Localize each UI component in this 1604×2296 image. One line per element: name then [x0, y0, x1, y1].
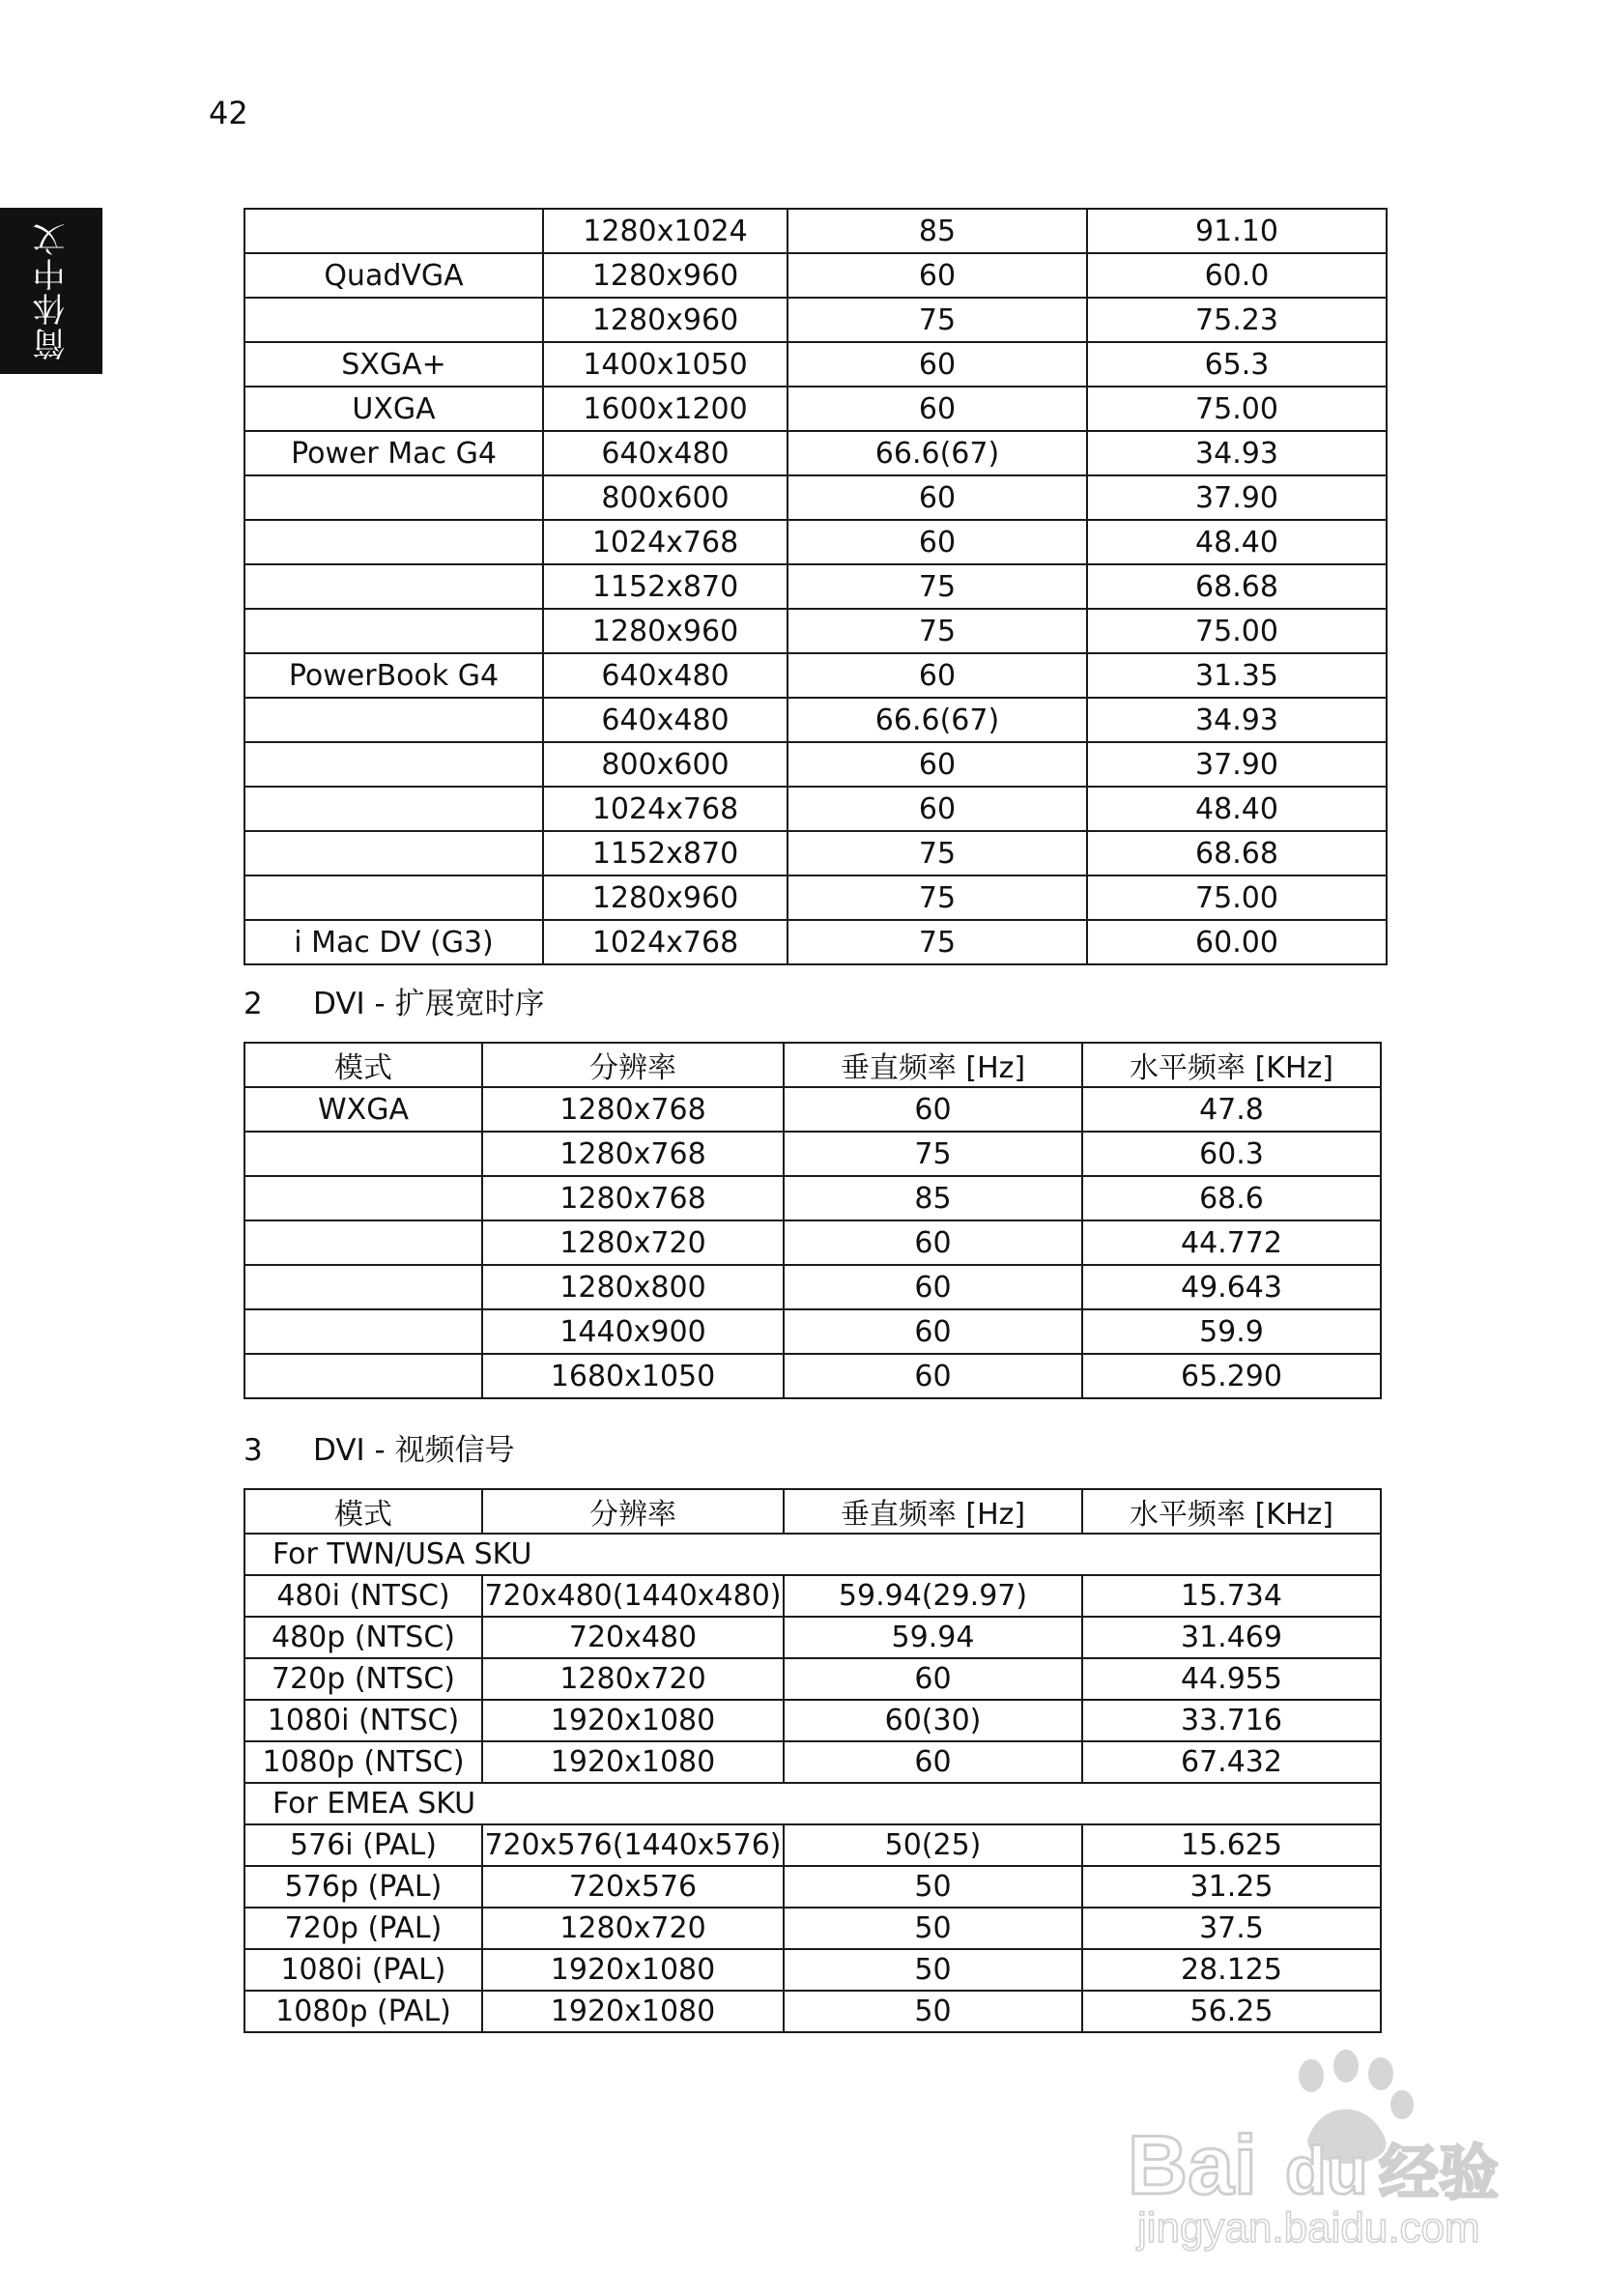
table-cell: [244, 742, 543, 787]
table-cell: 1080p (NTSC): [244, 1741, 482, 1783]
group-label: For EMEA SKU: [244, 1783, 1381, 1824]
table-cell: WXGA: [244, 1087, 482, 1132]
table-cell: [244, 209, 543, 253]
table-row: [244, 875, 1387, 920]
table-cell: 60.3: [1082, 1132, 1381, 1176]
table-cell: 720x480(1440x480): [482, 1575, 784, 1617]
table-row: [244, 1658, 1381, 1700]
table-cell: 60: [788, 520, 1087, 564]
table-cell: 31.25: [1082, 1866, 1381, 1908]
table-cell: 1280x720: [482, 1220, 784, 1265]
table-cell: 640x480: [543, 698, 788, 742]
table-row: [244, 1176, 1381, 1220]
brand-suffix: 经验: [1379, 2138, 1500, 2208]
header-cell: 水平频率 [KHz]: [1082, 1043, 1381, 1087]
table-row: [244, 475, 1387, 520]
timing-table-continued: [243, 208, 1388, 965]
table-cell: 37.5: [1082, 1908, 1381, 1949]
table-row: [244, 609, 1387, 653]
brand-text: Bai: [1128, 2119, 1257, 2212]
table-cell: 50: [784, 1949, 1082, 1991]
table-cell: Power Mac G4: [244, 431, 543, 475]
table-cell: [244, 475, 543, 520]
table-cell: [244, 698, 543, 742]
table-cell: 60: [788, 475, 1087, 520]
table-cell: 60: [784, 1309, 1082, 1354]
table-cell: 1920x1080: [482, 1700, 784, 1741]
table-cell: 1080p (PAL): [244, 1991, 482, 2032]
table-row: [244, 1949, 1381, 1991]
table-cell: 59.94(29.97): [784, 1575, 1082, 1617]
table-cell: SXGA+: [244, 342, 543, 387]
table-cell: 1280x960: [543, 609, 788, 653]
dvi-video-signal-table: [243, 1488, 1382, 2033]
language-side-tab: [0, 208, 102, 374]
side-tab-label: 简体中文: [32, 221, 72, 360]
table-cell: 60: [784, 1354, 1082, 1398]
header-cell: 分辨率: [482, 1489, 784, 1534]
table-row: [244, 1354, 1381, 1398]
table-cell: 75: [788, 831, 1087, 875]
table-cell: 28.125: [1082, 1949, 1381, 1991]
table-cell: 1080i (PAL): [244, 1949, 482, 1991]
table-cell: 60(30): [784, 1700, 1082, 1741]
table-cell: 1280x720: [482, 1908, 784, 1949]
table-row: [244, 520, 1387, 564]
table-cell: 60: [788, 342, 1087, 387]
section-title: DVI - 视频信号: [313, 1433, 515, 1468]
table-cell: QuadVGA: [244, 253, 543, 298]
table-cell: 66.6(67): [788, 431, 1087, 475]
table-cell: 1280x720: [482, 1658, 784, 1700]
table-cell: 60: [784, 1658, 1082, 1700]
table-row: [244, 1265, 1381, 1309]
table-cell: [244, 609, 543, 653]
table-cell: [244, 1220, 482, 1265]
table-row: [244, 1741, 1381, 1783]
section-heading-dvi-wide: [243, 979, 545, 1022]
table-cell: PowerBook G4: [244, 653, 543, 698]
table-cell: i Mac DV (G3): [244, 920, 543, 964]
table-cell: 68.68: [1087, 564, 1387, 609]
table-cell: 75.00: [1087, 609, 1387, 653]
table-cell: 44.772: [1082, 1220, 1381, 1265]
table-row: [244, 1991, 1381, 2032]
table-cell: 75.00: [1087, 387, 1387, 431]
table-cell: 65.3: [1087, 342, 1387, 387]
table-cell: [244, 1309, 482, 1354]
table-row: [244, 653, 1387, 698]
table-cell: 50: [784, 1908, 1082, 1949]
table-cell: UXGA: [244, 387, 543, 431]
table-row: [244, 564, 1387, 609]
table-cell: 1280x800: [482, 1265, 784, 1309]
table-cell: [244, 520, 543, 564]
group-label: For TWN/USA SKU: [244, 1534, 1381, 1575]
table-cell: 1280x768: [482, 1087, 784, 1132]
table-cell: 640x480: [543, 431, 788, 475]
table-cell: 800x600: [543, 742, 788, 787]
table-cell: 47.8: [1082, 1087, 1381, 1132]
table-cell: 1080i (NTSC): [244, 1700, 482, 1741]
table-cell: 60: [784, 1220, 1082, 1265]
table-cell: [244, 831, 543, 875]
brand-text-du: du: [1285, 2133, 1368, 2208]
table-row: [244, 298, 1387, 342]
table-cell: 1024x768: [543, 787, 788, 831]
table-row: [244, 1824, 1381, 1866]
header-cell: 垂直频率 [Hz]: [784, 1043, 1082, 1087]
table-cell: 48.40: [1087, 787, 1387, 831]
table-row: [244, 920, 1387, 964]
table-cell: 75: [788, 298, 1087, 342]
table-cell: 60.00: [1087, 920, 1387, 964]
table-cell: [244, 1132, 482, 1176]
table-row: [244, 831, 1387, 875]
table-row: [244, 1220, 1381, 1265]
section-number: 3: [243, 1433, 263, 1468]
dvi-wide-timing-table: [243, 1042, 1382, 1399]
header-cell: 模式: [244, 1043, 482, 1087]
table-cell: 33.716: [1082, 1700, 1381, 1741]
table-cell: 60: [784, 1087, 1082, 1132]
table-row: [244, 431, 1387, 475]
table-cell: [244, 564, 543, 609]
table-cell: 75: [788, 609, 1087, 653]
table-cell: 49.643: [1082, 1265, 1381, 1309]
table-cell: 50(25): [784, 1824, 1082, 1866]
table-cell: [244, 1176, 482, 1220]
table-cell: 60: [784, 1265, 1082, 1309]
table-cell: 60.0: [1087, 253, 1387, 298]
header-cell: 模式: [244, 1489, 482, 1534]
group-label-row: [244, 1534, 1381, 1575]
table-cell: 75: [788, 875, 1087, 920]
table-cell: 50: [784, 1866, 1082, 1908]
table-cell: 75.23: [1087, 298, 1387, 342]
section-number: 2: [243, 987, 263, 1021]
table-cell: 60: [784, 1741, 1082, 1783]
table-cell: 1280x960: [543, 298, 788, 342]
table-cell: 48.40: [1087, 520, 1387, 564]
table-cell: [244, 298, 543, 342]
table-cell: 31.35: [1087, 653, 1387, 698]
section-title: DVI - 扩展宽时序: [313, 987, 545, 1021]
table-cell: 1280x1024: [543, 209, 788, 253]
table-cell: 75.00: [1087, 875, 1387, 920]
table-cell: 15.625: [1082, 1824, 1381, 1866]
table-row: [244, 387, 1387, 431]
table-cell: 480p (NTSC): [244, 1617, 482, 1658]
page-number: 42: [209, 95, 248, 131]
table-cell: 1440x900: [482, 1309, 784, 1354]
table-cell: 1280x960: [543, 875, 788, 920]
table-cell: 15.734: [1082, 1575, 1381, 1617]
table-cell: 91.10: [1087, 209, 1387, 253]
table-cell: 720x576(1440x576): [482, 1824, 784, 1866]
table-cell: 65.290: [1082, 1354, 1381, 1398]
header-row: [244, 1489, 1381, 1534]
table-cell: 1152x870: [543, 564, 788, 609]
table-row: [244, 787, 1387, 831]
table-row: [244, 1617, 1381, 1658]
table-cell: 720x480: [482, 1617, 784, 1658]
header-row: [244, 1043, 1381, 1087]
table-row: [244, 1309, 1381, 1354]
table-cell: 50: [784, 1991, 1082, 2032]
table-row: [244, 1866, 1381, 1908]
table-cell: 75: [788, 920, 1087, 964]
table-cell: 1024x768: [543, 920, 788, 964]
table-cell: 60: [788, 387, 1087, 431]
table-cell: 1680x1050: [482, 1354, 784, 1398]
table-cell: 720p (NTSC): [244, 1658, 482, 1700]
table-cell: 68.6: [1082, 1176, 1381, 1220]
table-cell: 60: [788, 742, 1087, 787]
header-cell: 垂直频率 [Hz]: [784, 1489, 1082, 1534]
table-cell: 37.90: [1087, 742, 1387, 787]
table-cell: 85: [784, 1176, 1082, 1220]
table-cell: [244, 1354, 482, 1398]
table-row: [244, 1132, 1381, 1176]
table-cell: 576i (PAL): [244, 1824, 482, 1866]
baidu-jingyan-watermark: [1126, 2049, 1512, 2252]
table-cell: 1280x768: [482, 1132, 784, 1176]
section-heading-dvi-video: [243, 1425, 515, 1469]
table-cell: 640x480: [543, 653, 788, 698]
table-cell: 75: [784, 1132, 1082, 1176]
table-cell: 60: [788, 653, 1087, 698]
table-cell: [244, 787, 543, 831]
table-cell: 68.68: [1087, 831, 1387, 875]
table-cell: 800x600: [543, 475, 788, 520]
table-cell: 59.94: [784, 1617, 1082, 1658]
table-cell: 85: [788, 209, 1087, 253]
table-row: [244, 209, 1387, 253]
table-cell: 60: [788, 253, 1087, 298]
header-cell: 水平频率 [KHz]: [1082, 1489, 1381, 1534]
table-cell: 44.955: [1082, 1658, 1381, 1700]
table-cell: 1152x870: [543, 831, 788, 875]
table-cell: 66.6(67): [788, 698, 1087, 742]
table-cell: 1024x768: [543, 520, 788, 564]
table-cell: 56.25: [1082, 1991, 1381, 2032]
table-row: [244, 1908, 1381, 1949]
table-cell: 34.93: [1087, 698, 1387, 742]
table-row: [244, 742, 1387, 787]
watermark-url: jingyan.baidu.com: [1137, 2204, 1480, 2252]
table-cell: 67.432: [1082, 1741, 1381, 1783]
table-cell: 720p (PAL): [244, 1908, 482, 1949]
table-cell: [244, 1265, 482, 1309]
table-cell: 34.93: [1087, 431, 1387, 475]
table-cell: 576p (PAL): [244, 1866, 482, 1908]
table-row: [244, 253, 1387, 298]
group-label-row: [244, 1783, 1381, 1824]
table-row: [244, 698, 1387, 742]
table-cell: 1920x1080: [482, 1949, 784, 1991]
header-cell: 分辨率: [482, 1043, 784, 1087]
table-cell: 1280x960: [543, 253, 788, 298]
table-row: [244, 342, 1387, 387]
table-cell: 75: [788, 564, 1087, 609]
table-cell: [244, 875, 543, 920]
table-cell: 31.469: [1082, 1617, 1381, 1658]
table-cell: 59.9: [1082, 1309, 1381, 1354]
table-cell: 1400x1050: [543, 342, 788, 387]
table-cell: 1920x1080: [482, 1741, 784, 1783]
table-row: [244, 1575, 1381, 1617]
table-cell: 720x576: [482, 1866, 784, 1908]
table-cell: 1600x1200: [543, 387, 788, 431]
table-cell: 60: [788, 787, 1087, 831]
table-cell: 37.90: [1087, 475, 1387, 520]
table-row: [244, 1087, 1381, 1132]
table-cell: 1280x768: [482, 1176, 784, 1220]
table-cell: 1920x1080: [482, 1991, 784, 2032]
table-cell: 480i (NTSC): [244, 1575, 482, 1617]
table-row: [244, 1700, 1381, 1741]
